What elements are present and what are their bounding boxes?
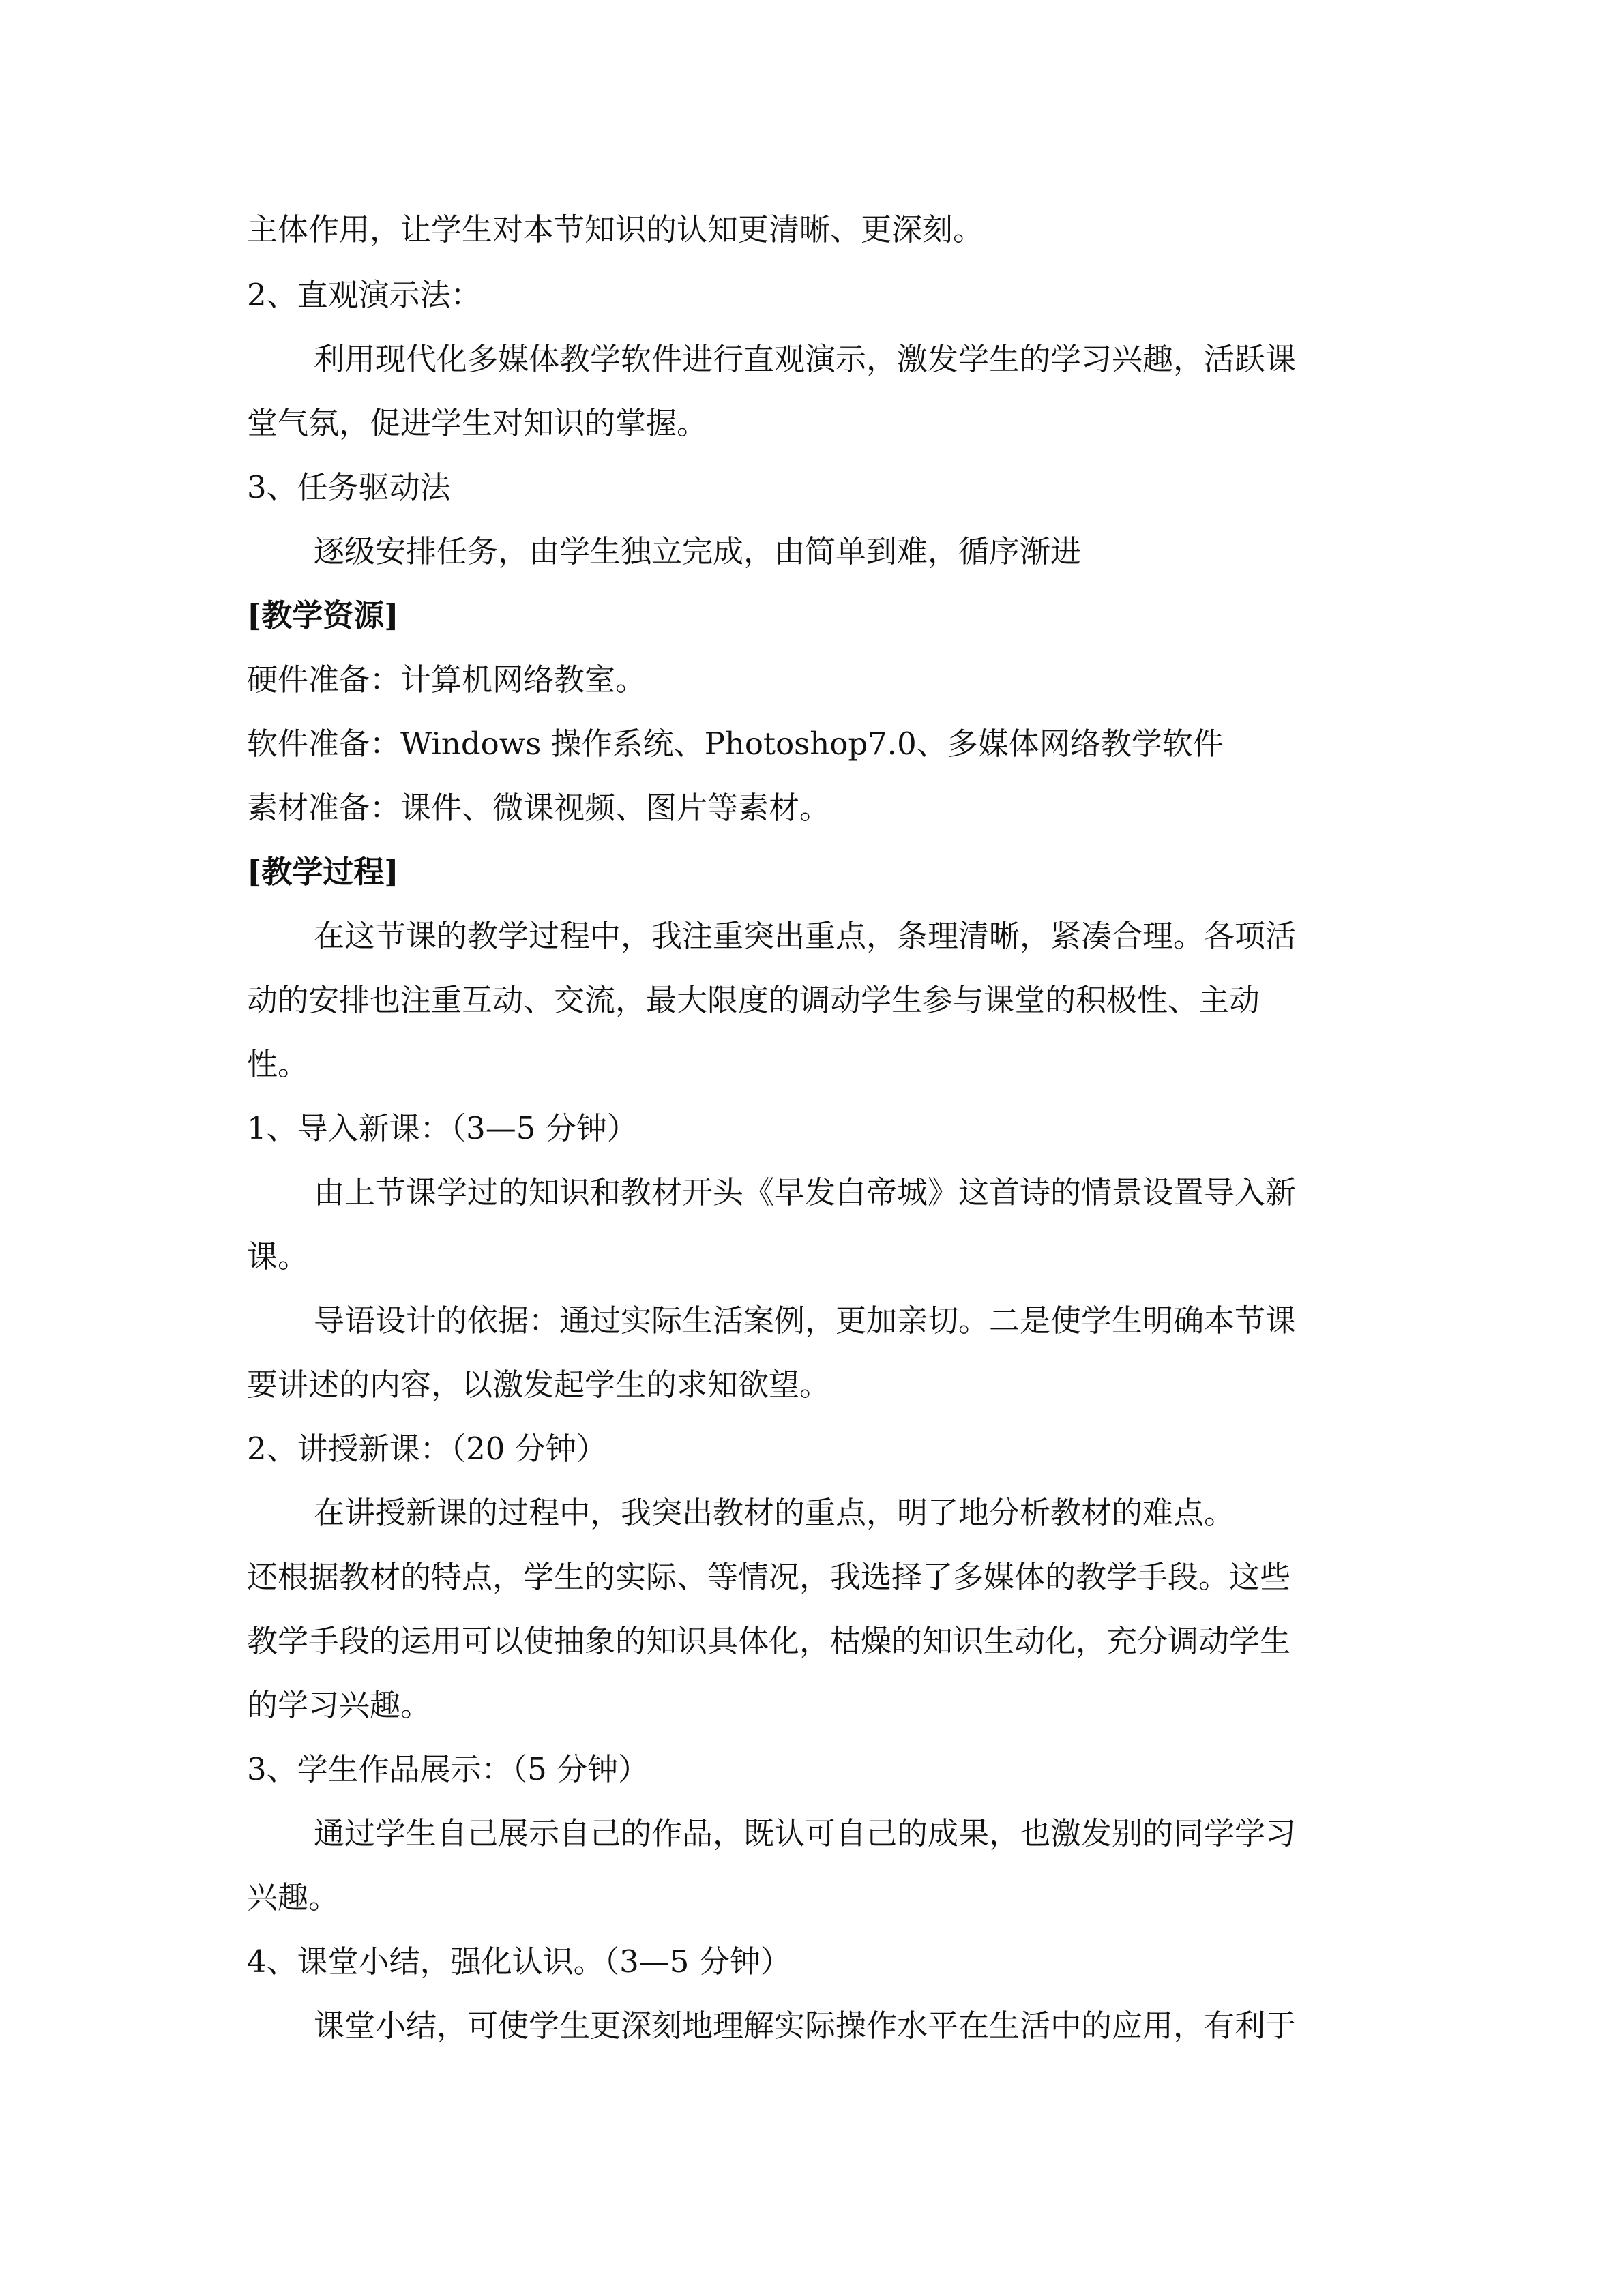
step-heading-new-lesson: 2、讲授新课：（20 分钟） bbox=[247, 1431, 607, 1467]
paragraph-line: 导语设计的依据：通过实际生活案例，更加亲切。二是使学生明确本节课 bbox=[314, 1302, 1297, 1339]
section-heading-process: [教学过程] bbox=[247, 854, 399, 890]
paragraph-line: 利用现代化多媒体教学软件进行直观演示，激发学生的学习兴趣，活跃课 bbox=[314, 341, 1297, 377]
paragraph-line: 由上节课学过的知识和教材开头《早发白帝城》这首诗的情景设置导入新 bbox=[314, 1174, 1297, 1210]
paragraph-line: 课。 bbox=[247, 1238, 309, 1274]
paragraph-line: 动的安排也注重互动、交流，最大限度的调动学生参与课堂的积极性、主动 bbox=[247, 982, 1260, 1018]
paragraph-line: 教学手段的运用可以使抽象的知识具体化，枯燥的知识生动化，充分调动学生 bbox=[247, 1623, 1291, 1659]
paragraph-line: 在这节课的教学过程中，我注重突出重点，条理清晰，紧凑合理。各项活 bbox=[314, 918, 1297, 954]
paragraph-line: 还根据教材的特点，学生的实际、等情况，我选择了多媒体的教学手段。这些 bbox=[247, 1559, 1291, 1595]
paragraph-line: 要讲述的内容，以激发起学生的求知欲望。 bbox=[247, 1367, 831, 1403]
step-heading-student-work: 3、学生作品展示：（5 分钟） bbox=[247, 1751, 649, 1787]
paragraph-line: 兴趣。 bbox=[247, 1879, 340, 1915]
paragraph-line: 的学习兴趣。 bbox=[247, 1687, 432, 1723]
paragraph-line: 课堂小结，可使学生更深刻地理解实际操作水平在生活中的应用，有利于 bbox=[314, 2008, 1297, 2044]
paragraph-line: 主体作用，让学生对本节知识的认知更清晰、更深刻。 bbox=[247, 211, 984, 248]
paragraph-line: 在讲授新课的过程中，我突出教材的重点，明了地分析教材的难点。 bbox=[314, 1495, 1235, 1531]
paragraph-line: 堂气氛，促进学生对知识的掌握。 bbox=[247, 405, 708, 441]
section-heading-resources: [教学资源] bbox=[247, 597, 399, 633]
list-heading-task-driven: 3、任务驱动法 bbox=[247, 469, 451, 505]
resource-software: 软件准备：Windows 操作系统、Photoshop7.0、多媒体网络教学软件 bbox=[247, 726, 1224, 762]
paragraph-line: 逐级安排任务，由学生独立完成，由简单到难，循序渐进 bbox=[314, 533, 1082, 569]
paragraph-line: 通过学生自己展示自己的作品，既认可自己的成果，也激发别的同学学习 bbox=[314, 1815, 1297, 1851]
resource-hardware: 硬件准备：计算机网络教室。 bbox=[247, 661, 647, 698]
resource-materials: 素材准备：课件、微课视频、图片等素材。 bbox=[247, 790, 831, 826]
step-heading-introduction: 1、导入新课：（3—5 分钟） bbox=[247, 1110, 638, 1146]
paragraph-line: 性。 bbox=[247, 1046, 309, 1082]
list-heading-intuitive-demo: 2、直观演示法： bbox=[247, 277, 482, 313]
step-heading-summary: 4、课堂小结，强化认识。（3—5 分钟） bbox=[247, 1943, 791, 1980]
